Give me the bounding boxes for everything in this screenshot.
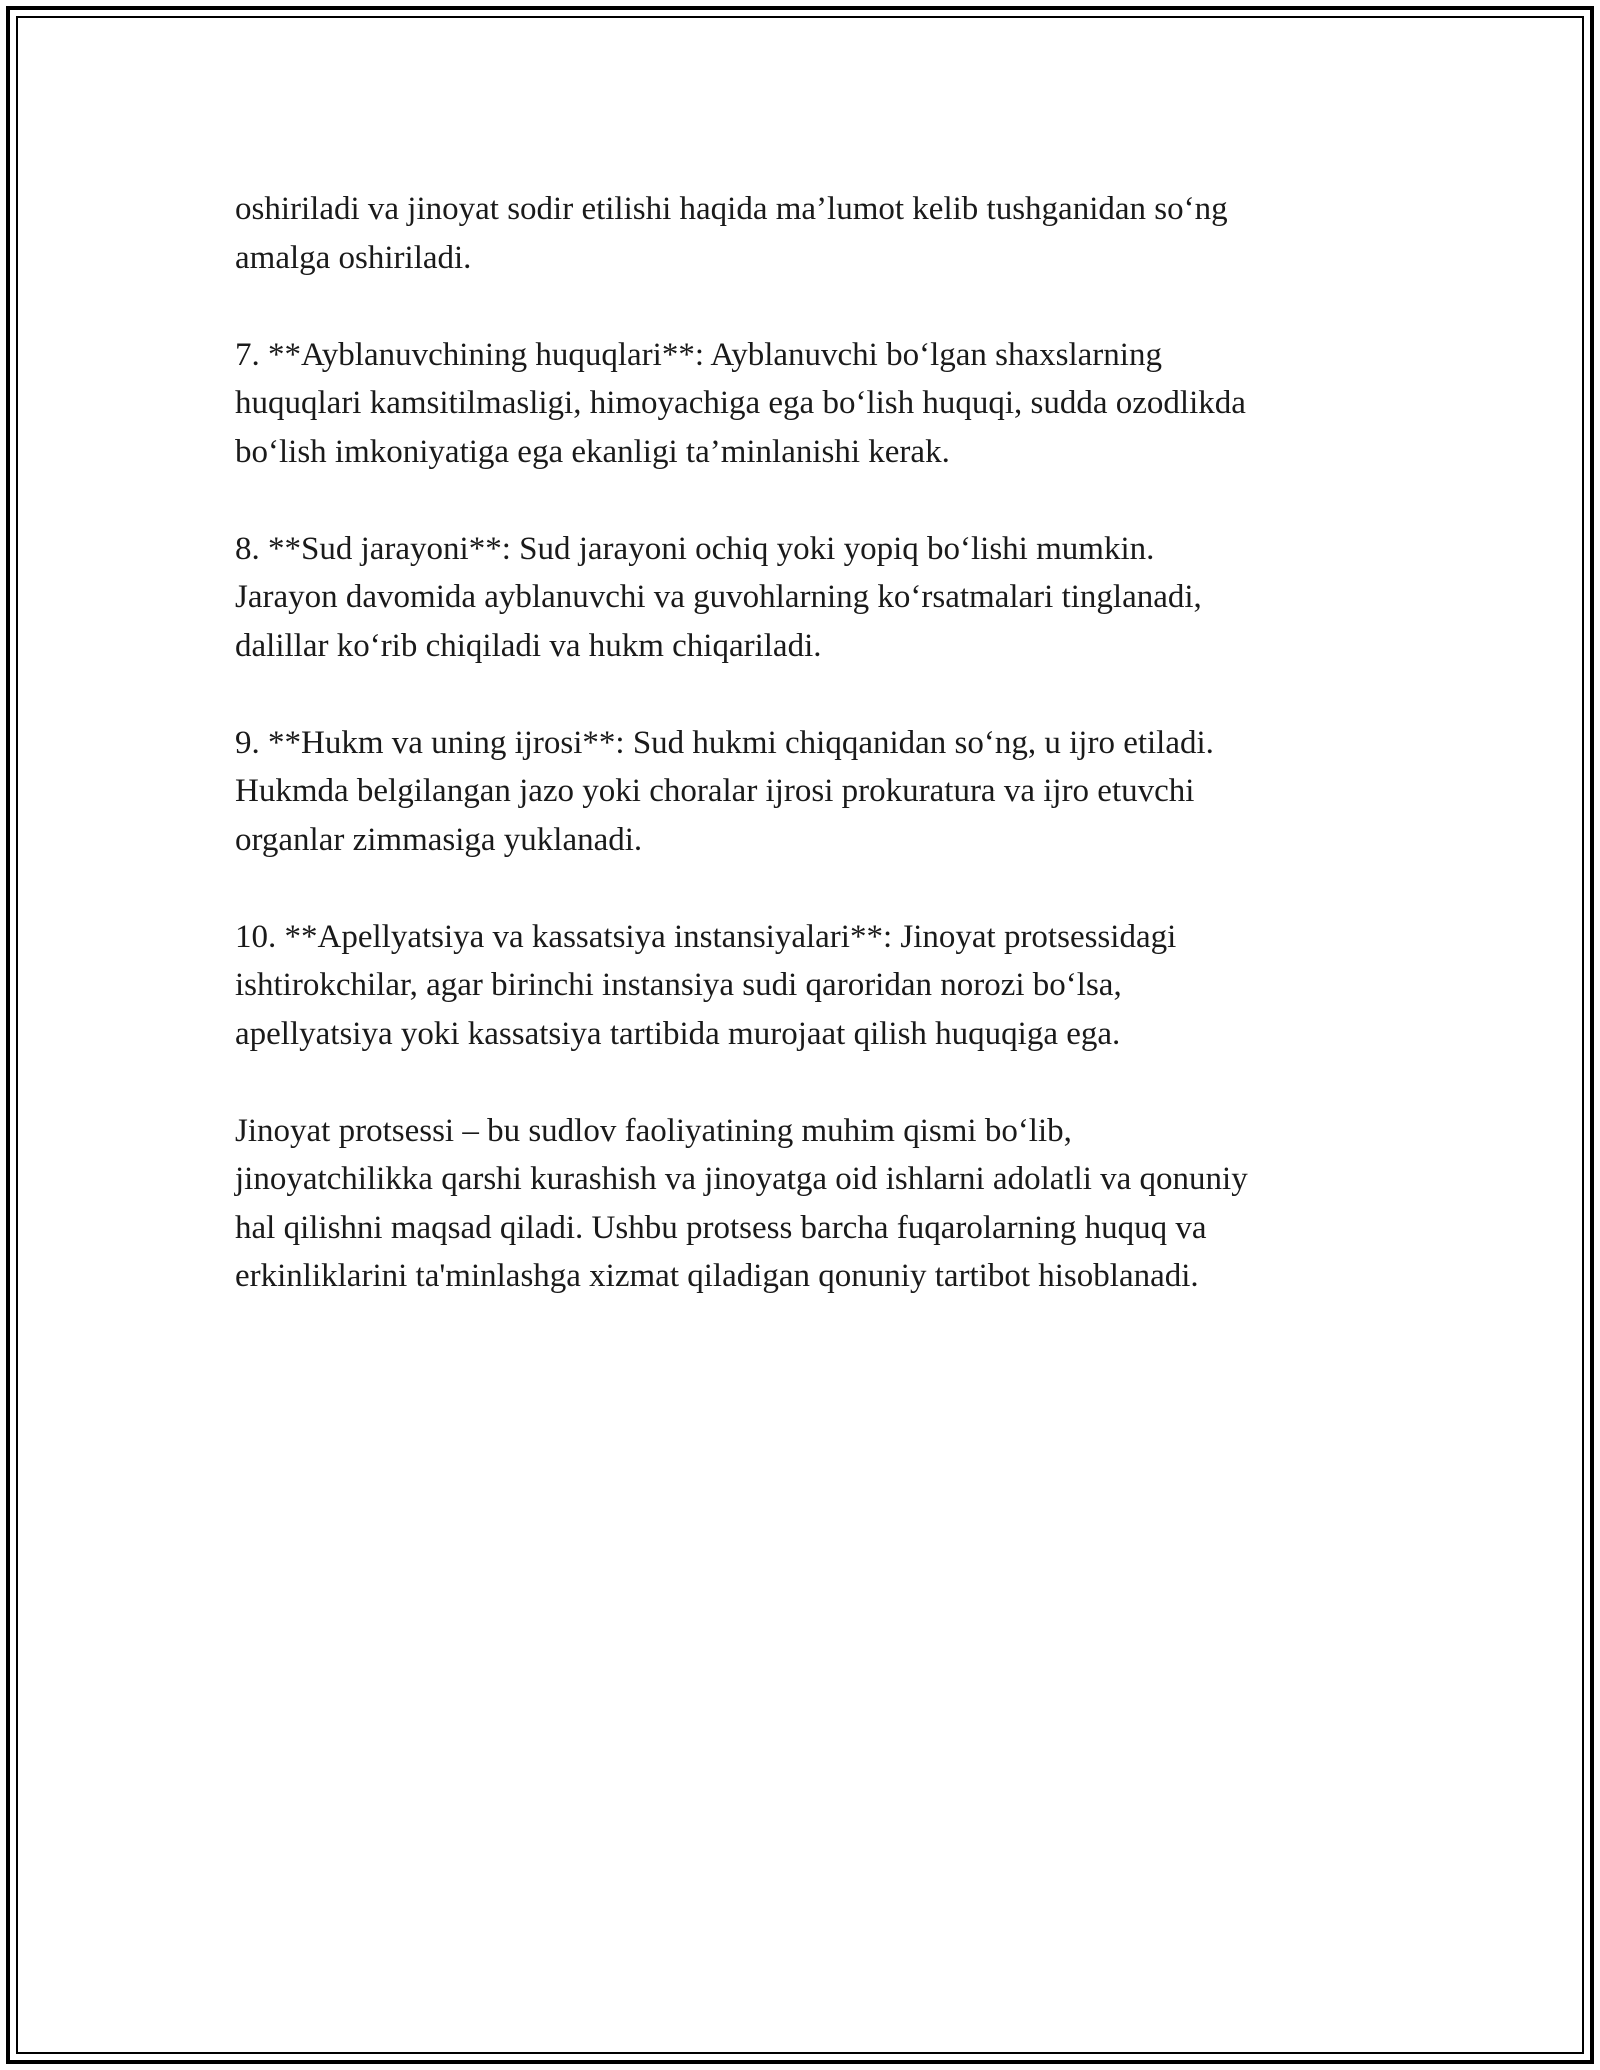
paragraph-continuation: oshiriladi va jinoyat sodir etilishi haqida ma’lumot kelib tushganidan so‘ng amalga oshiriladi. [235, 191, 1228, 276]
document-body [235, 185, 1385, 1349]
paragraph-conclusion: Jinoyat protsessi – bu sudlov faoliyatining muhim qismi bo‘lib, jinoyatchilikka qarshi kurashish va jinoyatga oid ishlarni adolatli va qonuniy hal qilishni maqsad qiladi. Ushbu protsess barcha fuqarolarning huquq va erkinliklarini ta'minlashga xizmat qiladigan qonuniy tartibot hisoblanadi. [235, 1112, 1248, 1294]
paragraph-item-7: 7. **Ayblanuvchining huquqlari**: Ayblanuvchi bo‘lgan shaxslarning huquqlari kamsitilmasligi, himoyachiga ega bo‘lish huquqi, sudda ozodlikda bo‘lish imkoniyatiga ega ekanligi ta’minlanishi kerak. [235, 336, 1246, 470]
paragraph-item-8: 8. **Sud jarayoni**: Sud jarayoni ochiq yoki yopiq bo‘lishi mumkin. Jarayon davomida ayblanuvchi va guvohlarning ko‘rsatmalari tinglanadi, dalillar ko‘rib chiqiladi va hukm chiqariladi. [235, 530, 1202, 664]
paragraph-item-10: 10. **Apellyatsiya va kassatsiya instansiyalari**: Jinoyat protsessidagi ishtirokchilar, agar birinchi instansiya sudi qaroridan norozi bo‘lsa, apellyatsiya yoki kassatsiya tartibida murojaat qilish huquqiga ega. [235, 918, 1177, 1052]
paragraph-item-9: 9. **Hukm va uning ijrosi**: Sud hukmi chiqqanidan so‘ng, u ijro etiladi. Hukmda belgilangan jazo yoki choralar ijrosi prokuratura va ijro etuvchi organlar zimmasiga yuklanadi. [235, 724, 1214, 858]
